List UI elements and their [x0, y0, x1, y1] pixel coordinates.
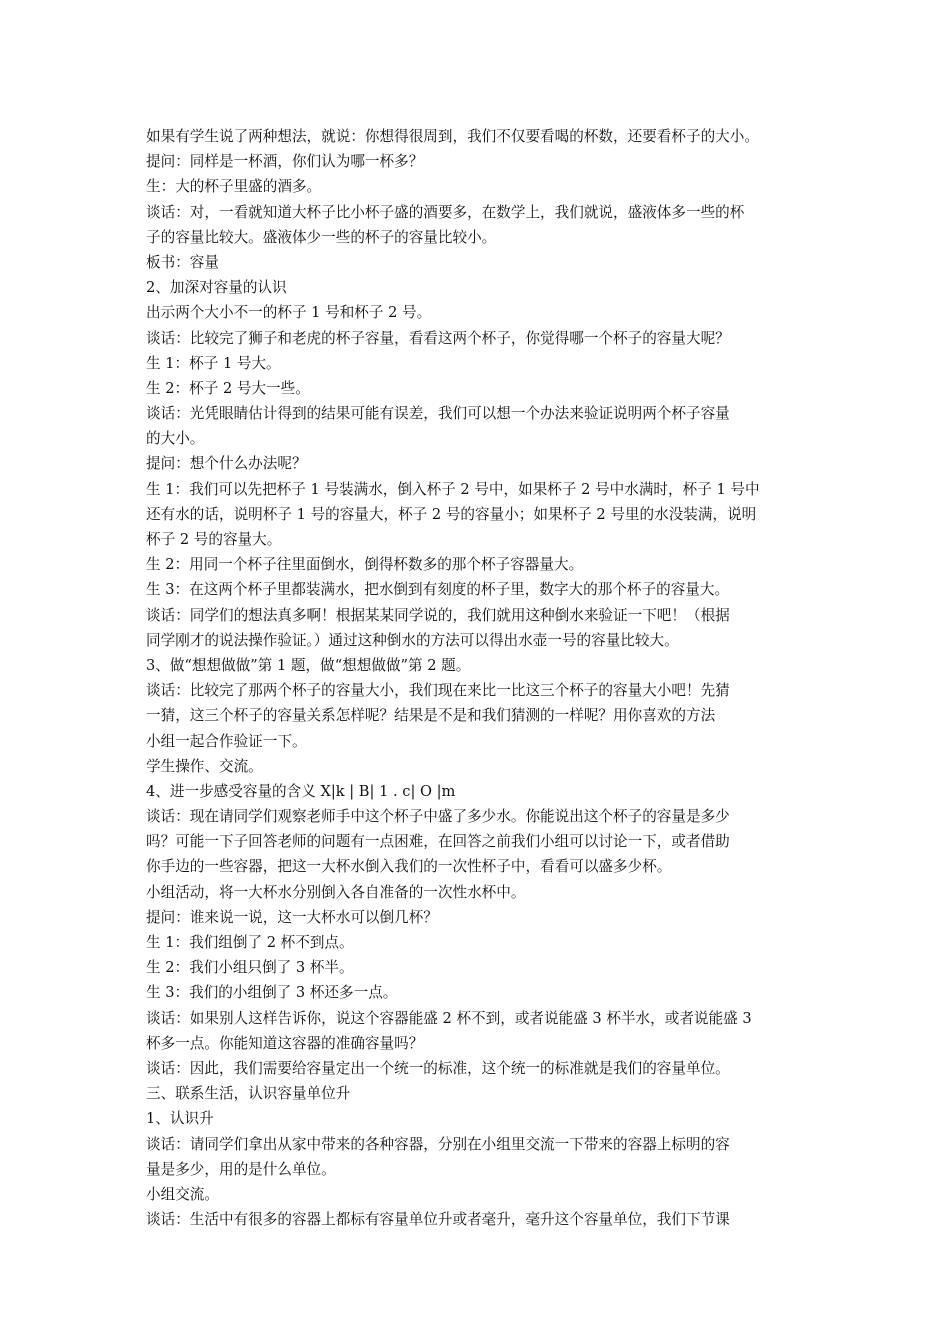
text-line: 的大小。 [146, 430, 205, 448]
text-line: 谈话：比较完了狮子和老虎的杯子容量，看看这两个杯子，你觉得哪一个杯子的容量大呢？ [146, 329, 730, 347]
text-line: 谈话：因此，我们需要给容量定出一个统一的标准，这个统一的标准就是我们的容量单位。 [146, 1059, 730, 1077]
text-line: 谈话：对，一看就知道大杯子比小杯子盛的酒要多，在数学上，我们就说，盛液体多一些的杯 [146, 203, 745, 221]
text-line: 提问：想个什么办法呢？ [146, 455, 307, 473]
text-line: 学生操作、交流。 [146, 757, 263, 775]
text-line: 2、加深对容量的认识 [146, 279, 287, 297]
text-line: 生 3：我们的小组倒了 3 杯还多一点。 [146, 984, 398, 1002]
text-line: 小组交流。 [146, 1185, 219, 1203]
text-line: 3、做“想想做做”第 1 题，做“想想做做”第 2 题。 [146, 656, 471, 674]
text-line: 三、联系生活，认识容量单位升 [146, 1085, 351, 1103]
text-line: 生 1：我们组倒了 2 杯不到点。 [146, 934, 354, 951]
text-line: 谈话：生活中有很多的容器上都标有容量单位升或者毫升，毫升这个容量单位，我们下节课 [146, 1211, 730, 1229]
text-line: 板书：容量 [146, 253, 219, 271]
text-line: 小组一起合作验证一下。 [146, 732, 307, 750]
text-line: 谈话：如果别人这样告诉你，说这个容器能盛 2 杯不到，或者说能盛 3 杯半水，或者说能盛 3 [146, 1009, 752, 1027]
text-line: 谈话：比较完了那两个杯子的容量大小，我们现在来比一比这三个杯子的容量大小吧！先猜 [146, 682, 730, 700]
text-line: 生：大的杯子里盛的酒多。 [146, 178, 322, 196]
text-line: 生 2：杯子 2 号大一些。 [146, 379, 310, 397]
text-line: 谈话：光凭眼睛估计得到的结果可能有误差，我们可以想一个办法来验证说明两个杯子容量 [146, 405, 730, 423]
text-line: 还有水的话，说明杯子 1 号的容量大，杯子 2 号的容量小；如果杯子 2 号里的水没装满，说明 [146, 505, 757, 523]
text-line: 提问：同样是一杯酒，你们认为哪一杯多？ [146, 153, 424, 171]
text-line: 提问：谁来说一说，这一大杯水可以倒几杯？ [146, 908, 438, 926]
text-line: 如果有学生说了两种想法，就说：你想得很周到，我们不仅要看喝的杯数，还要看杯子的大小。 [146, 128, 759, 145]
text-line: 杯多一点。你能知道这容器的准确容量吗？ [146, 1034, 424, 1052]
text-line: 同学刚才的说法操作验证。）通过这种倒水的方法可以得出水壶一号的容量比较大。 [146, 631, 679, 649]
text-line: 吗？可能一下子回答老师的问题有一点困难，在回答之前我们小组可以讨论一下，或者借助 [146, 833, 730, 851]
text-line: 生 1：我们可以先把杯子 1 号装满水，倒入杯子 2 号中，如果杯子 2 号中水满时，杯子 1 号中 [146, 480, 760, 498]
text-line: 小组活动，将一大杯水分别倒入各自准备的一次性水杯中。 [146, 883, 526, 901]
text-line: 子的容量比较大。盛液体少一些的杯子的容量比较小。 [146, 228, 497, 246]
text-line: 生 1：杯子 1 号大。 [146, 354, 281, 372]
text-line: 谈话：请同学们拿出从家中带来的各种容器，分别在小组里交流一下带来的容器上标明的容 [146, 1135, 730, 1153]
text-line: 一猜，这三个杯子的容量关系怎样呢？结果是不是和我们猜测的一样呢？用你喜欢的方法 [146, 707, 716, 725]
text-line: 杯子 2 号的容量大。 [146, 531, 282, 548]
text-line: 生 2：我们小组只倒了 3 杯半。 [146, 959, 354, 977]
text-line: 量是多少，用的是什么单位。 [146, 1160, 336, 1178]
text-line: 4、进一步感受容量的含义 X|k | B| 1 . c| O |m [146, 782, 456, 800]
text-line: 生 2：用同一个杯子往里面倒水，倒得杯数多的那个杯子容器量大。 [146, 556, 584, 574]
document-body [146, 124, 814, 1232]
text-line: 谈话：同学们的想法真多啊！根据某某同学说的，我们就用这种倒水来验证一下吧！（根据 [146, 606, 730, 624]
text-line: 出示两个大小不一的杯子 1 号和杯子 2 号。 [146, 304, 432, 322]
text-line: 1、认识升 [146, 1110, 214, 1128]
text-line: 你手边的一些容器，把这一大杯水倒入我们的一次性杯子中，看看可以盛多少杯。 [146, 858, 672, 876]
text-line: 谈话：现在请同学们观察老师手中这个杯子中盛了多少水。你能说出这个杯子的容量是多少 [146, 808, 730, 826]
text-line: 生 3：在这两个杯子里都装满水，把水倒到有刻度的杯子里，数字大的那个杯子的容量大。 [146, 581, 730, 599]
